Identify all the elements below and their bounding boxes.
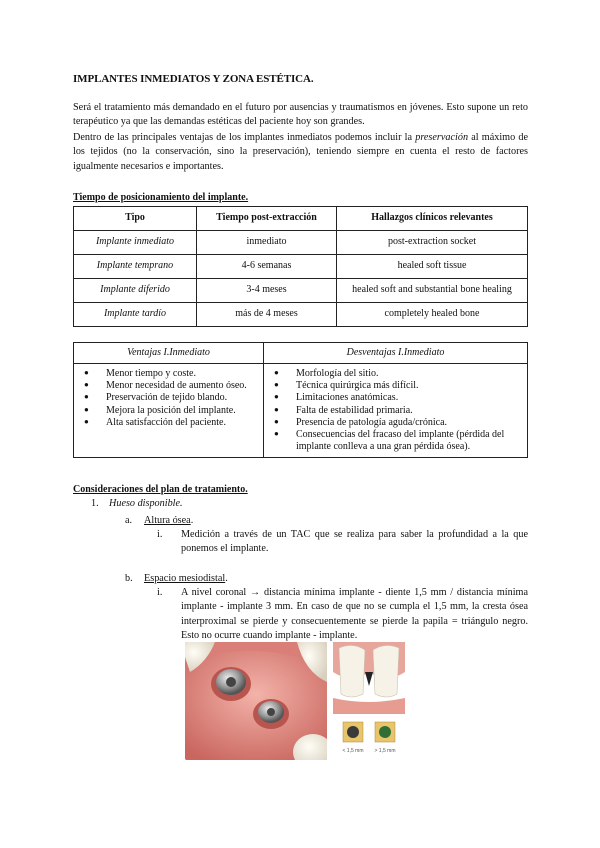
timing-cell-tiempo: más de 4 meses: [197, 303, 337, 327]
timing-cell-hallazgos: completely healed bone: [337, 303, 528, 327]
intro-p2-text-b: al máximo de los tejidos (no la conservación, sino la preservación), teniendo siempre en cuenta el resto de factores igualmente necesarios e importantes.: [73, 132, 528, 172]
implant-figures: [185, 642, 500, 760]
list-item: ● Menor tiempo y coste.: [80, 368, 257, 380]
timing-cell-tipo: Implante diferido: [74, 279, 197, 303]
page-title: IMPLANTES INMEDIATOS Y ZONA ESTÉTICA.: [73, 73, 314, 85]
plan-item-a-number: a.: [125, 515, 133, 526]
pros-cons-header-row: [74, 343, 528, 364]
list-item: ● Consecuencias del fracaso del implante (pérdida del implante conlleva a una gran pérdida ósea).: [270, 429, 521, 453]
timing-cell-tiempo: 4-6 semanas: [197, 255, 337, 279]
desventajas-cell: [264, 364, 528, 458]
plan-item-1-label: Hueso disponible.: [109, 498, 183, 509]
label-greater-than: > 1,5 mm: [374, 748, 396, 754]
list-item: ● Limitaciones anatómicas.: [270, 392, 521, 404]
timing-header-tipo: Tipo: [74, 207, 197, 231]
label-less-than: < 1,5 mm: [342, 748, 364, 754]
ventajas-cell: [74, 364, 264, 458]
plan-item-a-i-text: Medición a través de un TAC que se realiza para saber la profundidad a la que ponemos el implante.: [181, 529, 528, 555]
espacio-mesiodistal-dot: .: [225, 573, 228, 584]
list-item: ● Preservación de tejido blando.: [80, 392, 257, 404]
ventajas-header: Ventajas I.Inmediato: [74, 343, 264, 364]
table-row: [74, 231, 528, 255]
list-item: ● Falta de estabilidad primaria.: [270, 405, 521, 417]
list-item: ● Presencia de patología aguda/crónica.: [270, 417, 521, 429]
plan-item-a-i-number: i.: [157, 529, 163, 540]
espacio-mesiodistal-label: Espacio mesiodistal: [144, 573, 226, 584]
list-item: ● Alta satisfacción del paciente.: [80, 417, 257, 429]
desventajas-header: Desventajas I.Inmediato: [264, 343, 528, 364]
timing-section-title: Tiempo de posicionamiento del implante.: [73, 192, 249, 203]
plan-item-a-label: [144, 514, 193, 528]
timing-cell-tipo: Implante tardío: [74, 303, 197, 327]
papilla-diagram: [333, 642, 405, 760]
altura-osea-label: Altura ósea: [144, 515, 191, 526]
table-row: [74, 255, 528, 279]
plan-item-b-i-number: i.: [157, 587, 163, 598]
plan-item-1-number: 1.: [91, 498, 99, 509]
intro-paragraph-2: [73, 131, 528, 174]
pros-cons-table: [73, 342, 528, 458]
intro-p2-text-a: Dentro de las principales ventajas de los implantes inmediatos podemos incluir la: [73, 132, 416, 143]
timing-cell-hallazgos: post-extraction socket: [337, 231, 528, 255]
implant-gum-illustration: [185, 642, 327, 760]
intro-p2-emphasis: preservación: [415, 132, 469, 143]
timing-table-header-row: [74, 207, 528, 231]
list-item: ● Morfología del sitio.: [270, 368, 521, 380]
timing-cell-tiempo: inmediato: [197, 231, 337, 255]
plan-item-b-label: [144, 572, 228, 586]
list-item: ● Mejora la posición del implante.: [80, 405, 257, 417]
timing-cell-tipo: Implante temprano: [74, 255, 197, 279]
pros-cons-body-row: [74, 364, 528, 458]
list-item: ● Técnica quirúrgica más difícil.: [270, 380, 521, 392]
table-row: [74, 303, 528, 327]
implant-illustration-image: [185, 642, 327, 760]
papilla-comparison-diagram: [333, 642, 405, 760]
list-item: ● Menor necesidad de aumento óseo.: [80, 380, 257, 392]
timing-header-tiempo: Tiempo post-extracción: [197, 207, 337, 231]
timing-cell-hallazgos: healed soft and substantial bone healing: [337, 279, 528, 303]
desventajas-list: [270, 368, 521, 453]
timing-header-hallazgos: Hallazgos clínicos relevantes: [337, 207, 528, 231]
timing-table: [73, 206, 528, 327]
timing-cell-hallazgos: healed soft tissue: [337, 255, 528, 279]
plan-section-title: Consideraciones del plan de tratamiento.: [73, 484, 248, 495]
timing-cell-tiempo: 3-4 meses: [197, 279, 337, 303]
ventajas-list: [80, 368, 257, 429]
plan-item-b-number: b.: [125, 573, 133, 584]
altura-osea-dot: .: [190, 515, 194, 526]
plan-item-b-i-text: A nivel coronal → distancia mínima implante - diente 1,5 mm / distancia mínima implante - implante 3 mm. En caso de que no se cumpla el 1,5 mm, la cresta ósea interproximal se pierde y consecuentemente se pierde la papila = triángulo negro. Esto no ocurre cuando implante - implante.: [181, 587, 528, 642]
table-row: [74, 279, 528, 303]
intro-paragraph-1: Será el tratamiento más demandado en el futuro por ausencias y traumatismos en jóvenes. Esto supone un reto terapéutico ya que las demandas estéticas del paciente hoy son grandes.: [73, 102, 528, 128]
timing-cell-tipo: Implante inmediato: [74, 231, 197, 255]
